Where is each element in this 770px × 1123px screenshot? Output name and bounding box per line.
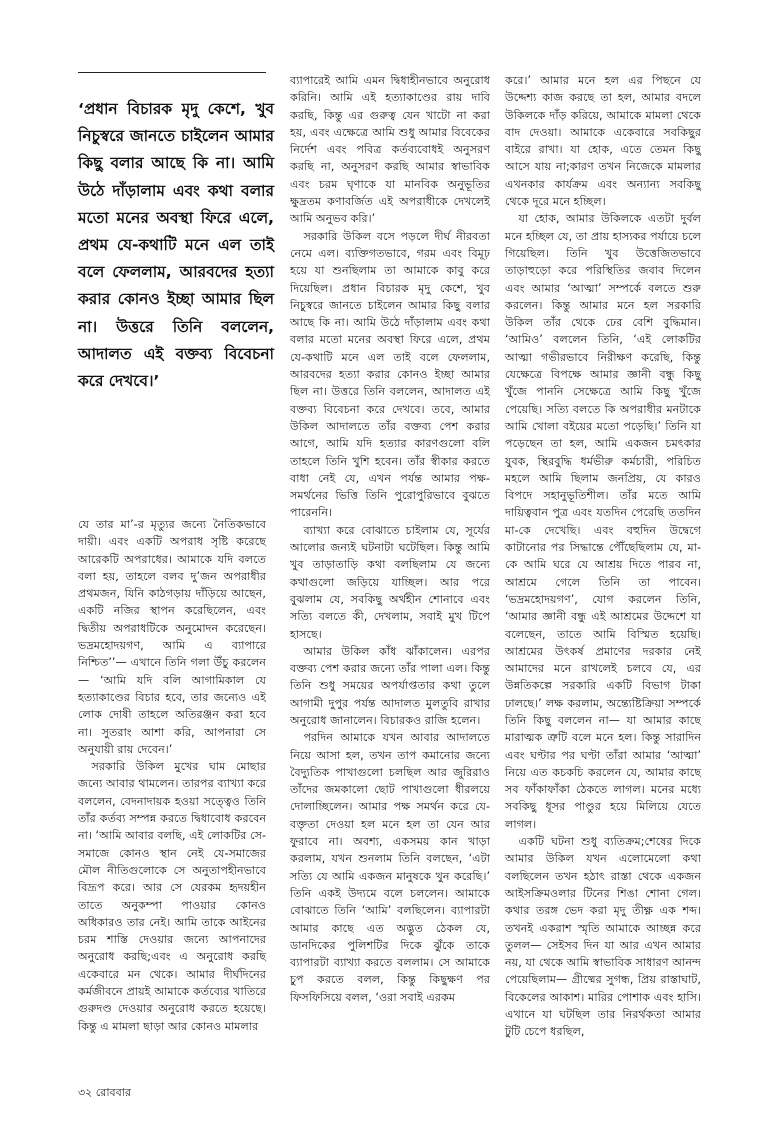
paragraph: যা হোক, আমার উকিলকে এতটা দুর্বল মনে হচ্ছিল যে, তা প্রায় হাস্যকর পর্যায়ে চলে গিয়েছিল। তিনি খুব উত্তেজিতভাবে তাড়াহুড়ো করে পরিস্থিতির জবাব দিলেন এবং আমার ‘আত্মা’ সম্পর্কে বলতে শুরু করলেন। কিন্তু আমার মনে হল সরকারি উকিল তাঁর থেকে ঢের বেশি বুদ্ধিমান। ‘আমিও’ বললেন তিনি, ‘এই লোকটির আত্মা গভীরভাবে নিরীক্ষণ করেছি, কিন্তু যেক্ষেত্রে বিপক্ষে আমার জ্ঞানী বন্ধু কিছু খুঁজে পাননি সেক্ষেত্রে আমি কিছু খুঁজে পেয়েছি। সত্যি বলতে কি অপরাধীর মনটাকে আমি খোলা বইয়ের মতো পড়েছি।’ তিনি যা পড়েছেন তা হল, আমি একজন চমৎকার যুবক, স্থিরবুদ্ধি ধর্মভীরু কর্মচারী, পরিচিত মহলে আমি ছিলাম জনপ্রিয়, যে কারও বিপদে সহানুভূতিশীল। তাঁর মতে আমি দায়িত্ববান পুত্র এবং যতদিন পেরেছি ততদিন মা-কে দেখেছি। এবং বহুদিন উদ্বেগে কাটানোর পর সিদ্ধান্তে পৌঁছেছিলাম যে, মা-কে আমি ঘরে যে আশ্রয় দিতে পারব না, আশ্রমে গেলে তিনি তা পাবেন। ‘ভদ্রমহোদয়গণ’, যোগ করলেন তিনি, ‘আমার জ্ঞানী বন্ধু এই আশ্রমের উদ্দেশে যা বলেছেন, তাতে আমি বিস্মিত হয়েছি। আশ্রমের উৎকর্ষ প্রমাণের দরকার নেই আমাদের মনে রাখলেই চলবে যে, এর উন্নতিকল্পে সরকারি একটি বিভাগ টাকা ঢালছে।’ লক্ষ করলাম, অন্ত্যেষ্টিক্রিয়া সম্পর্কে তিনি কিছু বললেন না— যা আমার কাছে মারাত্মক ত্রুটি বলে মনে হল। কিন্তু সারাদিন এবং ঘণ্টার পর ঘণ্টা তাঁরা আমার ‘আত্মা’ নিয়ে এত কচকচি করলেন যে, আমার কাছে সব ফাঁকাফাঁকা ঠেকতে লাগল। মনের মধ্যে সবকিছু ধূসর পাণ্ডুর হয়ে মিলিয়ে যেতে লাগল। [505, 212, 701, 831]
paragraph: যে তার মা’-র মৃত্যুর জন্যে নৈতিকভাবে দায়ী। এবং একটি অপরাধ সৃষ্টি করেছে আরেকটি অপরাধের। আমাকে যদি বলতে বলা হয়, তাহলে বলব দু’জন অপরাধীর প্রথমজন, যিনি কাঠগড়ায় দাঁড়িয়ে আছেন, একটি নজির স্থাপন করেছিলেন, এবং দ্বিতীয় অপরাধটিকে অনুমোদন করেছেন। ভদ্রমহোদয়গণ, আমি এ ব্যাপারে নিশ্চিত’’— এখানে তিনি গলা উঁচু করলেন— ‘আমি যদি বলি আগামিকাল যে হত্যাকাণ্ডের বিচার হবে, তার জন্যেও এই লোক দোষী তাহলে অতিরঞ্জন করা হবে না। সুতরাং আশা করি, আপনারা সে অনুযায়ী রায় দেবেন।’ [78, 518, 266, 756]
paragraph: ব্যাখ্যা করে বোঝাতে চাইলাম যে, সূর্যের আলোর জন্যই ঘটনাটা ঘটেছিল। কিন্তু আমি খুব তাড়াতাড়ি কথা বলছিলাম যে জন্যে কথাগুলো জড়িয়ে যাচ্ছিল। আর পরে বুঝলাম যে, সবকিছু অর্থহীন শোনাবে এবং সত্যি বলতে কী, দেখলাম, সবাই মুখ টিপে হাসছে। [290, 523, 490, 641]
paragraph: পরদিন আমাকে যখন আবার আদালতে নিয়ে আসা হল, তখন তাপ কমানোর জন্যে বৈদ্যুতিক পাখাগুলো চলছিল আর জুরিরাও তাঁদের জমকালো ছোট পাখাগুলো ধীরলয়ে দোলাচ্ছিলেন। আমার পক্ষ সমর্থন করে যে-বক্তৃতা দেওয়া হল মনে হল তা যেন আর ফুরাবে না। অবশ্য, একসময় কান খাড়া করলাম, যখন শুনলাম তিনি বলছেন, ‘এটা সত্যি যে আমি একজন মানুষকে খুন করেছি।’ তিনি একই উদ্যমে বলে চললেন। আমাকে বোঝাতে তিনি ‘আমি’ বলছিলেন। ব্যাপারটা আমার কাছে এত অদ্ভুত ঠেকল যে, ডানদিকের পুলিশটির দিকে ঝুঁকে তাকে ব্যাপারটা ব্যাখ্যা করতে বললাম। সে আমাকে চুপ করতে বলল, কিন্তু কিছুক্ষণ পর ফিসফিসিয়ে বলল, ‘ওরা সবাই এরকম [290, 731, 490, 1004]
paragraph: সরকারি উকিল বসে পড়লে দীর্ঘ নীরবতা নেমে এল। ব্যক্তিগতভাবে, গরম এবং বিমূঢ় হয়ে যা শুনছিলাম তা আমাকে কাবু করে দিয়েছিল। প্রধান বিচারক মৃদু কেশে, খুব নিচুস্বরে জানতে চাইলেন আমার কিছু বলার আছে কি না। আমি উঠে দাঁড়ালাম এবং কথা বলার মতো মনের অবস্থা ফিরে এলে, প্রথম যে-কথাটি মনে এল তাই বলে ফেললাম, আরবদের হত্যা করার কোনও ইচ্ছা আমার ছিল না। উত্তরে তিনি বললেন, আদালত এই বক্তব্য বিবেচনা করে দেখবে। তবে, আমার উকিল আদালতে তাঁর বক্তব্য পেশ করার আগে, আমি যদি হত্যার কারণগুলো বলি তাহলে তিনি খুশি হবেন। তাঁর স্বীকার করতে বাধা নেই যে, এখন পর্যন্ত আমার পক্ষ-সমর্থনের ভিত্তি তিনি পুরোপুরিভাবে বুঝতে পারেননি। [290, 229, 490, 520]
paragraph: করে।’ আমার মনে হল এর পিছনে যে উদ্দেশ্য কাজ করছে তা হল, আমার বদলে উকিলকে দাঁড় করিয়ে, আমাকে মামলা থেকে বাদ দেওয়া। আমাকে একেবারে সবকিছুর বাইরে রাখা। যা হোক, এতে তেমন কিছু আসে যায় না;কারণ তখন নিজেকে মামলার এখনকার কার্যক্রম এবং অন্যান্য সবকিছু থেকে দূরে মনে হচ্ছিল। [505, 74, 701, 209]
page-footer: ৩২ রোববার [78, 1086, 131, 1099]
pullquote-rule [78, 72, 266, 73]
middle-column [290, 72, 490, 1006]
right-column [505, 72, 701, 1041]
paragraph: একটি ঘটনা শুধু ব্যতিক্রম;শেষের দিকে আমার উকিল যখন এলোমেলো কথা বলছিলেন তখন হঠাৎ রাস্তা থেকে একজন আইসক্রিমওলার টিনের শিঙা শোনা গেল। কথার তরঙ্গ ভেদ করা মৃদু তীক্ষ্ণ এক শব্দ। তখনই একরাশ স্মৃতি আমাকে আচ্ছন্ন করে তুলল— সেইসব দিন যা আর এখন আমার নয়, যা থেকে আমি স্বাভাবিক সাধারণ আনন্দ পেয়েছিলাম— গ্রীষ্মের সুগন্ধ, প্রিয় রাস্তাঘাট, বিকেলের আকাশ। মারির পোশাক এবং হাসি। এখানে যা ঘটছিল তার নিরর্থকতা আমার টুটি চেপে ধরছিল, [505, 835, 701, 1039]
pullquote: ‘প্রধান বিচারক মৃদু কেশে, খুব নিচুস্বরে জানতে চাইলেন আমার কিছু বলার আছে কি না। আমি উঠে দাঁড়ালাম এবং কথা বলার মতো মনের অবস্থা ফিরে এলে, প্রথম যে-কথাটি মনে এল তাই বলে ফেললাম, আরবদের হত্যা করার কোনও ইচ্ছা আমার ছিল না। উত্তরে তিনি বললেন, আদালত এই বক্তব্য বিবেচনা করে দেখবে।’ [78, 100, 274, 391]
left-column [78, 516, 266, 1035]
paragraph: সরকারি উকিল মুখের ঘাম মোছার জন্যে আবার থামলেন। তারপর ব্যাখ্যা করে বললেন, বেদনাদায়ক হওয়া সত্ত্বেও তিনি তাঁর কর্তব্য সম্পন্ন করতে দ্বিধাবোধ করবেন না। ‘আমি আবার বলছি, এই লোকটির সে-সমাজে কোনও স্থান নেই যে-সমাজের মৌল নীতিগুলোকে সে অনুতাপহীনভাবে বিদ্রূপ করে। আর সে যেরকম হৃদয়হীন তাতে অনুকম্পা পাওয়ার কোনও অধিকারও তার নেই। আমি তাকে আইনের চরম শাস্তি দেওয়ার জন্যে আপনাদের অনুরোধ করছি;এবং এ অনুরোধ করছি একেবারে মন থেকে। আমার দীর্ঘদিনের কর্মজীবনে প্রায়ই আমাকে কর্তব্যের খাতিরে গুরুদণ্ড দেওয়ার অনুরোধ করতে হয়েছে। কিন্তু এ মামলা ছাড়া আর কোনও মামলার [78, 760, 266, 1033]
paragraph: ব্যাপারেই আমি এমন দ্বিধাহীনভাবে অনুরোধ করিনি। আমি এই হত্যাকাণ্ডের রায় দাবি করছি, কিন্তু এর গুরুত্ব যেন খাটো না করা হয়, এবং এক্ষেত্রে আমি শুধু আমার বিবেকের নির্দেশ এবং পবিত্র কর্তব্যবোধই অনুসরণ করছি না, অনুসরণ করছি আমার স্বাভাবিক এবং চরম ঘৃণাকে যা মানবিক অনুভূতির ক্ষুদ্রতম কণাবর্জিত এই অপরাধীকে দেখলেই আমি অনুভব করি।’ [290, 74, 490, 226]
paragraph: আমার উকিল কাঁধ ঝাঁকালেন। এরপর বক্তব্য পেশ করার জন্যে তাঁর পালা এল। কিন্তু তিনি শুধু সময়ের অপর্যাপ্ততার কথা তুলে আগামী দুপুর পর্যন্ত আদালত মুলতুবি রাখার অনুরোধ জানালেন। বিচারকও রাজি হলেন। [290, 644, 490, 727]
